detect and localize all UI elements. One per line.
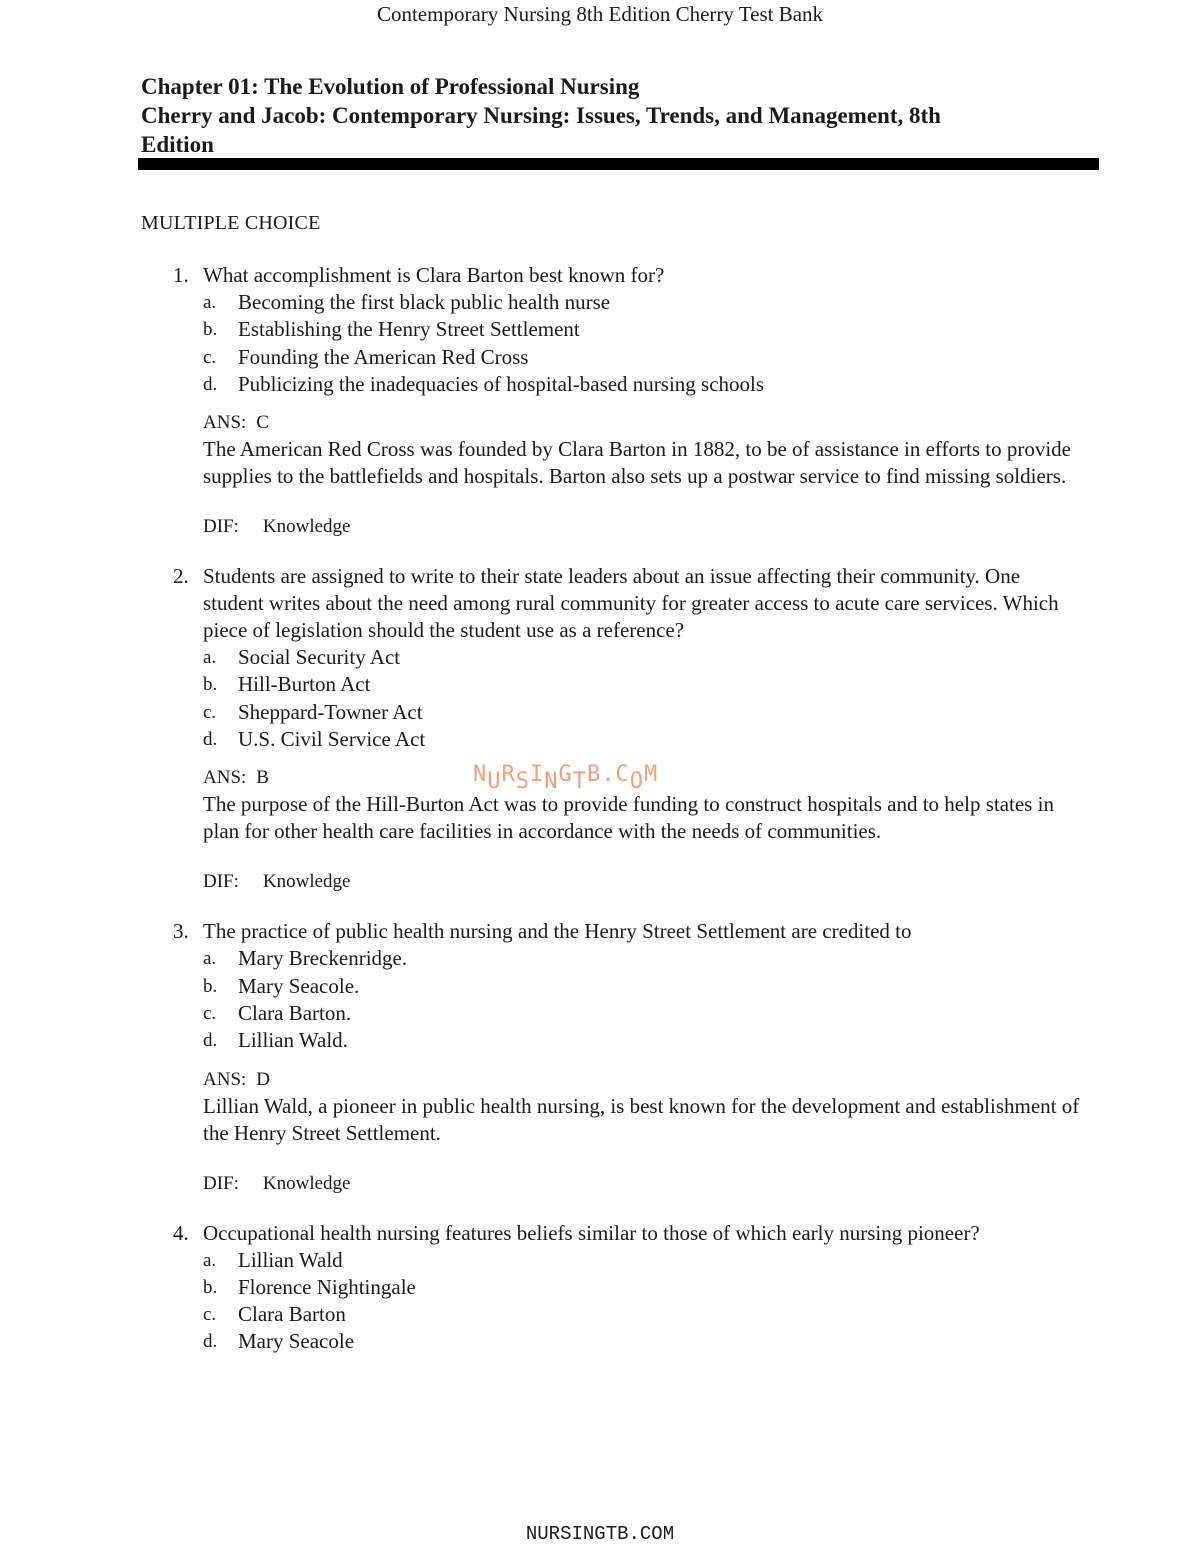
difficulty-label: DIF: <box>203 871 239 893</box>
question-list <box>141 262 1101 1379</box>
option-letter: a. <box>203 647 217 669</box>
watermark-letter: S <box>515 769 530 794</box>
option-d <box>203 1027 1101 1054</box>
option-d <box>203 1328 1101 1355</box>
option-letter: b. <box>203 319 218 341</box>
option-letter: d. <box>203 729 218 751</box>
option-text: Mary Seacole <box>238 1329 355 1354</box>
option-c <box>203 699 1101 726</box>
option-text: U.S. Civil Service Act <box>238 727 426 752</box>
watermark-letter: C <box>615 762 630 787</box>
watermark-letter: I <box>530 762 545 787</box>
option-text: Mary Breckenridge. <box>238 946 408 971</box>
question-number: 2. <box>173 564 189 589</box>
watermark-letter: B <box>587 762 602 787</box>
rationale-text: The American Red Cross was founded by Clara Barton in 1882, to be of assistance in efforts to provide supplies to the battlefields and hospitals. Barton also sets up a postwar service to find missing soldiers. <box>203 437 1072 489</box>
option-text: Becoming the first black public health nurse <box>238 290 611 314</box>
option-c <box>203 344 1101 371</box>
option-b <box>203 1274 1101 1301</box>
option-text: Lillian Wald <box>238 1247 343 1272</box>
option-text: Hill-Burton Act <box>238 672 371 697</box>
question-number: 3. <box>173 919 189 944</box>
answer-block <box>203 1066 1101 1197</box>
question-text: Occupational health nursing features beliefs similar to those of which early nursing pioneer? <box>203 1220 980 1245</box>
footer-site: NURSINGTB.COM <box>525 1523 675 1545</box>
book-title-line2: Edition <box>141 132 214 157</box>
option-list <box>203 644 1101 753</box>
option-text: Mary Seacole. <box>238 973 360 998</box>
option-letter: a. <box>203 292 217 313</box>
option-letter: a. <box>203 1249 217 1271</box>
option-letter: c. <box>203 1002 217 1024</box>
option-a <box>203 1247 1101 1274</box>
option-a <box>203 289 1101 316</box>
option-b <box>203 973 1101 1000</box>
title-block <box>141 72 1099 159</box>
answer-value: D <box>256 1068 271 1090</box>
difficulty-value: Knowledge <box>262 516 351 538</box>
answer-label: ANS: <box>203 1068 247 1090</box>
answer-label: ANS: <box>203 767 247 789</box>
option-text: Social Security Act <box>238 645 401 670</box>
watermark-letter: N <box>544 769 559 794</box>
option-d <box>203 726 1101 753</box>
question-number: 4. <box>173 1220 189 1245</box>
watermark-letter: T <box>572 769 587 794</box>
chapter-title: Chapter 01: The Evolution of Professional Nursing <box>141 74 640 99</box>
question-4 <box>141 1220 1101 1356</box>
watermark-letter: N <box>473 762 488 787</box>
watermark-letter: . <box>601 762 616 787</box>
option-letter: d. <box>203 1331 218 1353</box>
option-text: Sheppard-Towner Act <box>238 699 423 724</box>
option-a <box>203 644 1101 671</box>
option-letter: b. <box>203 975 218 997</box>
option-text: Founding the American Red Cross <box>238 344 529 369</box>
section-heading: MULTIPLE CHOICE <box>141 212 321 234</box>
option-text: Clara Barton. <box>238 1000 352 1025</box>
watermark <box>473 762 659 794</box>
running-header: Contemporary Nursing 8th Edition Cherry Test Bank <box>376 2 824 26</box>
option-letter: a. <box>203 948 217 970</box>
question-3 <box>141 918 1101 1196</box>
title-divider <box>138 158 1099 170</box>
question-text: What accomplishment is Clara Barton best known for? <box>203 263 665 287</box>
difficulty-label: DIF: <box>203 1172 239 1194</box>
option-letter: d. <box>203 373 218 395</box>
option-text: Clara Barton <box>238 1302 346 1327</box>
option-a <box>203 945 1101 972</box>
option-text: Publicizing the inadequacies of hospital-based nursing schools <box>238 371 765 396</box>
option-list <box>203 1247 1101 1356</box>
watermark-letter: G <box>558 762 573 787</box>
difficulty-value: Knowledge <box>262 871 351 893</box>
question-2 <box>141 563 1101 895</box>
option-b <box>203 671 1101 698</box>
question-1 <box>141 262 1101 540</box>
rationale-text: Lillian Wald, a pioneer in public health nursing, is best known for the development and establishment of the Henry Street Settlement. <box>203 1093 1080 1145</box>
answer-block <box>203 409 1101 540</box>
option-text: Lillian Wald. <box>238 1028 348 1053</box>
option-letter: b. <box>203 1276 218 1298</box>
watermark-letter: O <box>629 769 644 794</box>
option-letter: c. <box>203 1304 217 1326</box>
option-letter: c. <box>203 346 217 368</box>
question-text: Students are assigned to write to their state leaders about an issue affecting their community. One student writes about the need among rural community for greater access to acute care services. Which piece of legislation should the student use as a reference? <box>203 564 1059 643</box>
option-d <box>203 371 1101 398</box>
option-letter: c. <box>203 701 217 723</box>
option-text: Establishing the Henry Street Settlement <box>238 317 580 342</box>
answer-value: C <box>256 412 269 434</box>
option-text: Florence Nightingale <box>238 1274 416 1299</box>
answer-label: ANS: <box>203 412 247 434</box>
option-list <box>203 289 1101 398</box>
watermark-letter: R <box>501 762 516 787</box>
option-b <box>203 316 1101 343</box>
answer-value: B <box>256 767 269 789</box>
watermark-letter: U <box>487 769 502 794</box>
difficulty-label: DIF: <box>203 516 239 538</box>
option-list <box>203 945 1101 1054</box>
option-letter: d. <box>203 1030 218 1052</box>
option-letter: b. <box>203 674 218 696</box>
watermark-letter: M <box>644 762 659 787</box>
question-text: The practice of public health nursing and the Henry Street Settlement are credited to <box>203 919 912 944</box>
option-c <box>203 1000 1101 1027</box>
question-number: 1. <box>173 263 189 287</box>
rationale-text: The purpose of the Hill-Burton Act was to provide funding to construct hospitals and to help states in plan for other health care facilities in accordance with the needs of communities. <box>203 792 1054 844</box>
book-title-line1: Cherry and Jacob: Contemporary Nursing: Issues, Trends, and Management, 8th <box>141 103 941 128</box>
difficulty-value: Knowledge <box>262 1172 351 1194</box>
option-c <box>203 1301 1101 1328</box>
